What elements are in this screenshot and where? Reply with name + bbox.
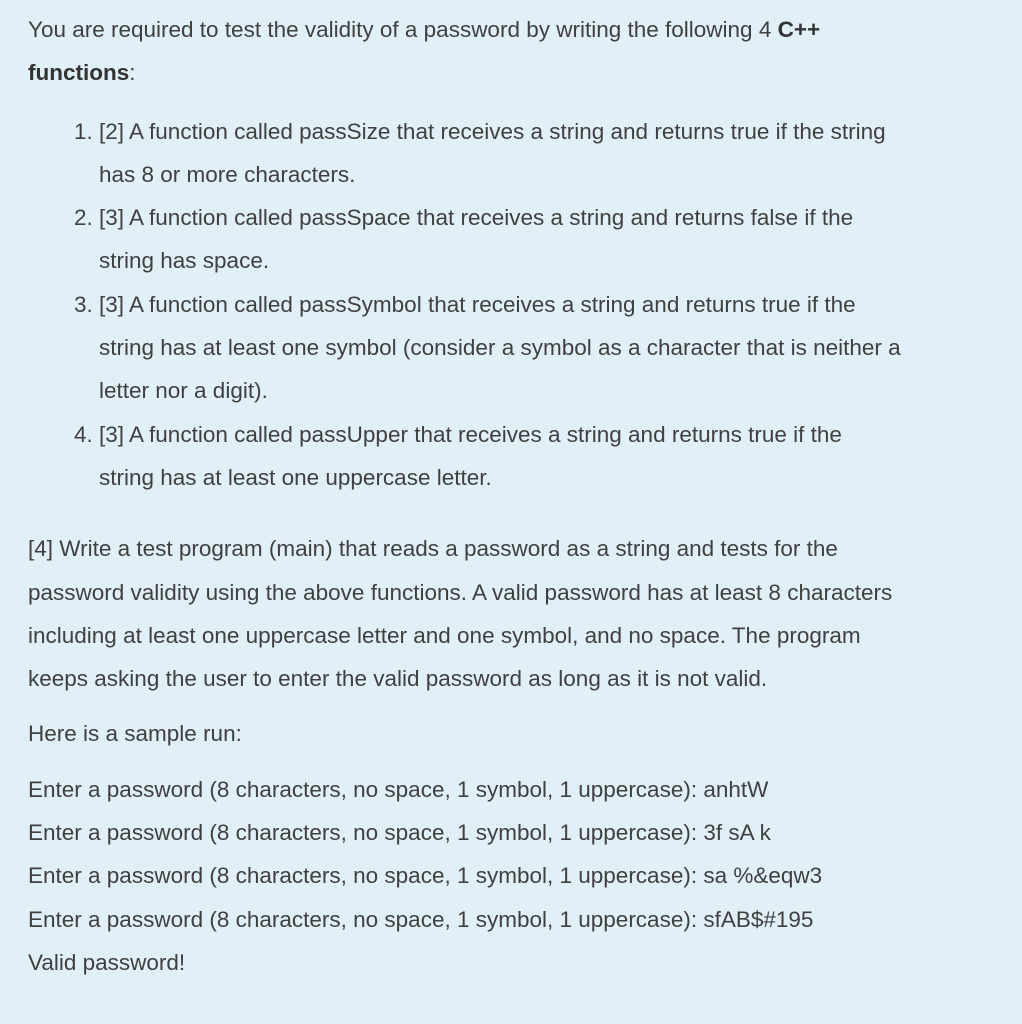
main-task-line: password validity using the above functions. A valid password has at least 8 characters [28, 579, 893, 605]
sample-run-output [28, 768, 1003, 984]
sample-run-line: Enter a password (8 characters, no space, 1 symbol, 1 uppercase): 3f sA k [28, 820, 771, 846]
task-item-3 [28, 283, 1003, 413]
task-item-1 [28, 110, 1003, 197]
task-line: string has at least one symbol (consider a symbol as a character that is neither a [99, 335, 901, 361]
intro-cpp-label: C++ [777, 17, 821, 42]
task-line: [3] A function called passSpace that receives a string and returns false if the [99, 205, 854, 231]
main-task-line: keeps asking the user to enter the valid password as long as it is not valid. [28, 666, 768, 692]
sample-run-heading: Here is a sample run: [28, 721, 242, 747]
main-task-line: including at least one uppercase letter and one symbol, and no space. The program [28, 622, 861, 648]
intro-text: You are required to test the validity of a password by writing the following 4 [28, 17, 778, 42]
task-line: has 8 or more characters. [99, 161, 356, 187]
task-item-4 [28, 413, 1003, 500]
task-list [28, 110, 1003, 500]
main-task-line: [4] Write a test program (main) that reads a password as a string and tests for the [28, 536, 838, 562]
task-line: string has at least one uppercase letter. [99, 464, 492, 490]
task-line: [3] A function called passUpper that receives a string and returns true if the [99, 421, 842, 447]
task-number: 1. [74, 118, 93, 144]
task-line: [2] A function called passSize that receives a string and returns true if the string [99, 118, 886, 144]
intro-line-2 [28, 51, 1003, 94]
main-task-paragraph [28, 527, 1003, 700]
task-line: [3] A function called passSymbol that receives a string and returns true if the [99, 291, 856, 317]
sample-run-line: Enter a password (8 characters, no space, 1 symbol, 1 uppercase): sa %&eqw3 [28, 863, 823, 889]
question-body [28, 8, 1003, 984]
sample-run-result: Valid password! [28, 949, 186, 975]
task-line: string has space. [99, 248, 270, 274]
intro-paragraph [28, 8, 1003, 95]
task-line: letter nor a digit). [99, 378, 268, 404]
intro-functions-label: functions [28, 60, 130, 86]
task-number: 3. [74, 291, 93, 317]
task-number: 4. [74, 421, 93, 447]
task-item-2 [28, 196, 1003, 283]
intro-line-1 [28, 8, 1003, 51]
sample-run-line: Enter a password (8 characters, no space, 1 symbol, 1 uppercase): sfAB$#195 [28, 906, 814, 932]
task-number: 2. [74, 205, 93, 231]
sample-run-line: Enter a password (8 characters, no space, 1 symbol, 1 uppercase): anhtW [28, 776, 769, 802]
intro-colon: : [129, 60, 136, 86]
